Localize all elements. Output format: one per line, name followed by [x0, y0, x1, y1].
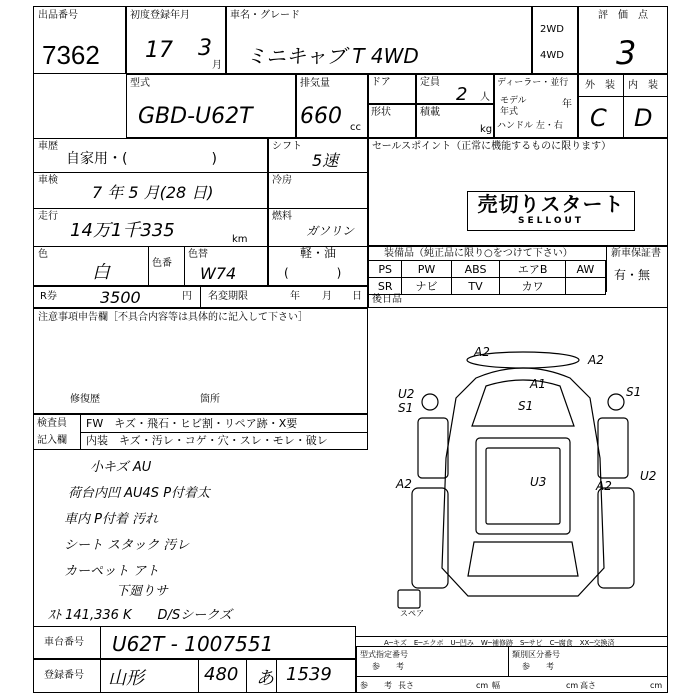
km-unit: km — [232, 234, 248, 245]
front-left-wheel — [422, 394, 438, 410]
damage-mark: A2 — [588, 353, 604, 367]
equip-pw: PW — [402, 261, 451, 278]
equip-tv: TV — [451, 278, 500, 295]
lot-number: 7362 — [42, 40, 100, 70]
damage-mark: A2 — [596, 479, 612, 493]
spare-label: スペア — [400, 609, 424, 618]
color-code-title: 色番 — [152, 258, 172, 269]
r-value: 3500 — [100, 288, 141, 307]
lot-label: 出品番号 — [38, 10, 78, 21]
damage-mark: S1 — [626, 385, 642, 399]
r-unit: 円 — [182, 291, 192, 302]
cargo-bed — [476, 438, 570, 534]
dealer-label: ディーラー・並行 — [497, 78, 569, 88]
height-label: 高さ — [580, 681, 596, 690]
chassis-value: U62T - 1007551 — [112, 632, 274, 656]
length-label: 長さ — [398, 681, 414, 690]
transfer-year: 年 — [290, 291, 300, 302]
equipment-row-1 — [369, 261, 606, 278]
r-row-divider — [200, 286, 201, 308]
int-value: D — [634, 104, 653, 132]
model-label: 型式 — [130, 78, 150, 89]
damage-mark: U2 — [398, 387, 415, 401]
year-unit: 年 — [562, 99, 572, 110]
reg-div-3 — [276, 659, 277, 693]
inspector-note-line: 下廻りサ — [116, 584, 169, 599]
cap-label: 定員 — [420, 77, 440, 88]
stamp-main-text: 売切りスタート — [477, 192, 625, 216]
inspector-note-line: 車内 P付着 汚れ — [64, 512, 159, 527]
sellout-stamp — [467, 191, 635, 231]
model-year-label: モデル年式 — [500, 96, 527, 117]
damage-mark: S1 — [398, 401, 414, 415]
inspector-note-line: シート スタック 汚レ — [64, 538, 190, 553]
reg-number: 1539 — [286, 664, 332, 685]
equip-blank — [565, 278, 605, 295]
fuel-label: 燃料 — [272, 211, 292, 222]
fuel-value: ガソリン — [306, 224, 355, 238]
disp-label: 排気量 — [300, 78, 330, 89]
stamp-sub-text: SELLOUT — [518, 216, 584, 226]
reg-div-2 — [246, 659, 247, 693]
color-label: 色 — [38, 249, 48, 260]
reg-month-unit: 月 — [212, 60, 222, 71]
history-value: 自家用・( ) — [66, 151, 217, 167]
damage-mark: A2 — [396, 477, 412, 491]
reg-year: 17 — [145, 38, 173, 63]
width-unit: cm — [566, 681, 579, 690]
entry-label: 記入欄 — [37, 435, 67, 446]
type-ref-label: 参 考 — [372, 662, 404, 671]
inspector-note-line: 荷台内凹 AU4S P付着太 — [68, 486, 211, 501]
inspector-label: 検査員 — [37, 418, 67, 429]
int-label: 内 装 — [628, 80, 658, 91]
name-value: ミニキャブ T 4WD — [246, 44, 419, 68]
disp-value: 660 — [300, 104, 342, 129]
inspector-mid — [80, 432, 368, 433]
fuel-options: 軽・油 — [300, 246, 337, 260]
inspector-note-line: カーペット アト — [64, 564, 160, 579]
transfer-day: 日 — [352, 291, 362, 302]
length-unit: cm — [476, 681, 489, 690]
equip-ps: PS — [369, 261, 402, 278]
type-spec-label: 型式指定番号 — [360, 650, 408, 659]
inspector-note-line: ｽﾄ 141,336 K D/Sシークズ — [48, 608, 233, 623]
shift-label: シフト — [272, 141, 302, 152]
wd2-label: 2WD — [540, 24, 564, 35]
km-value: 14万1千335 — [70, 220, 175, 241]
history-col-divider — [148, 246, 149, 286]
cat-spec-label: 類別区分番号 — [512, 650, 560, 659]
reg-place: 山形 — [108, 668, 144, 689]
equipment-divider — [606, 246, 607, 292]
equip-leather: カワ — [500, 278, 565, 295]
equipment-grid — [368, 260, 606, 295]
cap-value: 2 — [456, 84, 468, 105]
bed-inner — [486, 448, 560, 524]
notes-label: 注意事項申告欄［不具合内容等は具体的に記入して下さい］ — [38, 312, 308, 323]
damage-marks — [395, 345, 656, 493]
fw-row: FW キズ・飛石・ヒビ割・リペア跡・X要 — [86, 417, 298, 430]
damage-mark: S1 — [518, 399, 534, 413]
ext-int-divider — [623, 74, 624, 138]
color-code-value: W74 — [200, 264, 237, 283]
right-door — [598, 418, 628, 478]
eval-score: 3 — [616, 34, 637, 72]
chassis-label: 車台番号 — [44, 637, 84, 648]
equip-navi: ナビ — [402, 278, 451, 295]
door-label: ドア — [371, 77, 391, 88]
later-label: 後日品 — [372, 294, 402, 305]
ref-label: 参 考 — [360, 681, 392, 690]
reg-month: 3 — [198, 36, 212, 61]
reg-label: 初度登録年月 — [130, 10, 190, 21]
shaken-value: 7 年 5 月(28 日) — [92, 183, 214, 202]
left-door — [418, 418, 448, 478]
color-code-divider — [184, 246, 185, 286]
front-right-wheel — [608, 394, 624, 410]
ext-label: 外 装 — [585, 80, 615, 91]
spare-tire-area — [398, 590, 420, 608]
equip-sr: SR — [369, 278, 402, 295]
legend-line — [356, 636, 668, 637]
cat-ref-label: 参 考 — [522, 662, 554, 671]
equipment-label: 装備品（純正品に限り○をつけて下さい） — [384, 248, 573, 259]
name-label: 車名・グレード — [230, 10, 300, 21]
sales-point-label: セールスポイント（正常に機能するものに限ります） — [372, 141, 612, 152]
wd-cell — [532, 6, 578, 74]
repair-label: 修復歴 箇所 — [70, 394, 220, 405]
disp-unit: cc — [350, 122, 361, 133]
shaken-label: 車検 — [38, 175, 58, 186]
damage-mark: U3 — [530, 475, 547, 489]
ext-int-underline — [578, 96, 668, 97]
legend-codes: A─キズ E─エクボ U─凹み W─補修跡 S─サビ C─腐食 XX─交換済 — [384, 639, 615, 647]
reg-plate-label: 登録番号 — [44, 670, 84, 681]
reg-div-1 — [198, 659, 199, 693]
damage-mark: U2 — [640, 469, 657, 483]
ext-value: C — [590, 104, 607, 132]
interior-row: 内装 キズ・汚レ・コゲ・穴・スレ・モレ・破レ — [86, 434, 328, 447]
reg-kana: あ — [256, 668, 274, 689]
reg-class: 480 — [204, 664, 239, 685]
width-label: 幅 — [492, 681, 500, 690]
eval-label: 評 価 点 — [598, 10, 648, 21]
color-value: 白 — [92, 262, 110, 283]
shape-label: 形状 — [371, 107, 391, 118]
equip-aw: AW — [565, 261, 605, 278]
new-warranty-value: 有・無 — [614, 268, 651, 282]
spec-divider — [508, 646, 509, 676]
transfer-month: 月 — [322, 291, 332, 302]
tailgate — [468, 542, 578, 576]
car-diagram — [378, 338, 668, 618]
history-label: 車歴 — [38, 141, 58, 152]
load-label: 積載 — [420, 107, 440, 118]
model-value: GBD-U62T — [138, 104, 253, 129]
km-label: 走行 — [38, 211, 58, 222]
shift-value: 5速 — [312, 151, 339, 170]
height-unit: cm — [650, 681, 663, 690]
handle-label: ハンドル 左・右 — [497, 121, 563, 131]
damage-mark: A1 — [530, 377, 546, 391]
fuel-paren: ( ) — [284, 266, 342, 280]
load-unit: kg — [480, 124, 493, 135]
equipment-row-2 — [369, 278, 606, 295]
wd4-label: 4WD — [540, 50, 564, 61]
ac-label: 冷房 — [272, 175, 292, 186]
inspector-note-line: 小キズ AU — [90, 460, 152, 475]
damage-mark: A2 — [474, 345, 490, 359]
inspector-notes — [48, 456, 368, 626]
spec-sep — [356, 676, 668, 677]
r-label: R券 — [40, 291, 57, 302]
transfer-label: 名変期限 — [208, 291, 248, 302]
color-change-label: 色替 — [188, 249, 208, 260]
equip-airbag: エアB — [500, 261, 565, 278]
equip-abs: ABS — [451, 261, 500, 278]
new-warranty-label: 新車保証書 — [611, 248, 661, 259]
cap-unit: 人 — [480, 92, 490, 103]
